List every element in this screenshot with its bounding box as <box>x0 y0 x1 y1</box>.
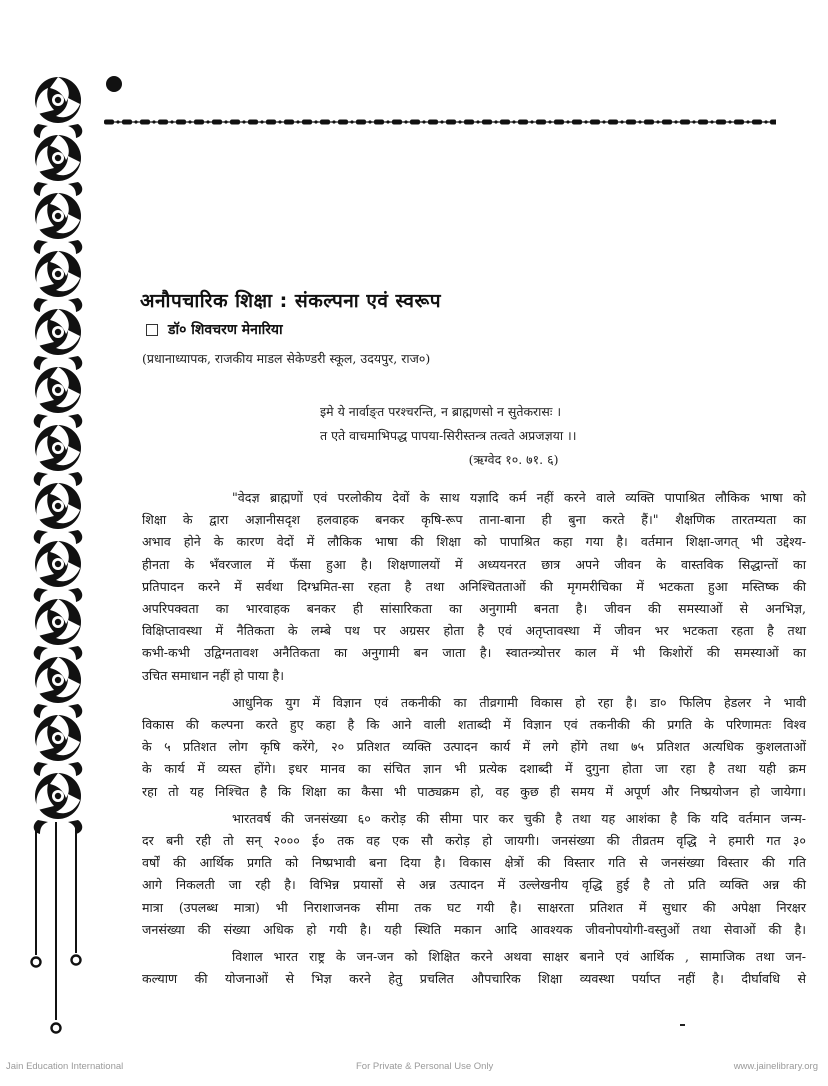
verse-line: इमे ये नार्वाङ्‌त परश्चरन्ति, न ब्राह्मणसो न सुतेकरासः । <box>320 404 562 419</box>
author-name: डॉ० शिवचरण मेनारिया <box>168 322 283 338</box>
text-line: विकास की कल्पना करते हुए कहा है कि आने वाली शताब्दी में विज्ञान एवं तकनीकी की प्रगति के परिणामतः विश्व <box>142 717 806 733</box>
paragraph-4 <box>142 946 806 990</box>
text-line: भारतवर्ष की जनसंख्या ६० करोड़ की सीमा पार कर चुकी है तथा यह आशंका है कि यदि वर्तमान जन्म- <box>232 810 806 826</box>
article-title: अनौपचारिक शिक्षा : संकल्पना एवं स्वरूप <box>140 290 442 312</box>
print-mark <box>680 1024 685 1026</box>
checkbox-square-icon <box>146 324 158 336</box>
text-line: वर्षों की आर्थिक प्रगति को निष्प्रभावी बना दिया है। विकास क्षेत्रों की विस्तार गति से जनसंख्या विस्तार की गति <box>142 855 806 871</box>
text-line: के ५ प्रतिशत लोग कृषि करेंगे, २० प्रतिशत व्यक्ति उत्पादन कार्य में लगे होंगे तथा ७५ प्रतिशत अत्यधिक कुशलताओं <box>142 739 806 755</box>
text-line: रहा तो यह निश्चित है कि शिक्षा का कैसा भी पाठ्यक्रम हो, वह कुछ ही समय में अपूर्ण और निष्प्रयोजन हो जायेगा। <box>142 783 806 799</box>
text-line: प्रतिपादन करने में सर्वथा दिग्भ्रमित-सा रहता है तथा अनिश्चितताओं की मृगमरीचिका में भटकता हुआ मस्तिष्क की <box>142 578 806 594</box>
paragraph-3 <box>142 808 806 941</box>
text-line: विशाल भारत राष्ट्र के जन-जन को शिक्षित करने अथवा साक्षर बनाने एवं आर्थिक , सामाजिक तथा जन- <box>232 949 806 965</box>
text-line: आधुनिक युग में विज्ञान एवं तकनीकी का तीव्रगामी विकास हो रहा है। डा० फिलिप हेडलर ने भावी <box>232 694 806 710</box>
text-line: कभी-कभी उद्विग्नतावश अनैतिकता का अनुगामी बन जाता है। स्वातन्त्र्योत्तर काल में भी किशोरों की समस्याओं का <box>142 645 806 661</box>
text-line: उचित समाधान नहीं हो पाया है। <box>142 667 284 683</box>
text-line: दर बनी रही तो सन् २००० ई० तक वह एक सौ करोड़ हो जायगी। जनसंख्या की तीव्रतम वृद्धि ने हमारी गत ३० <box>142 833 806 849</box>
paragraph-2 <box>142 692 806 803</box>
text-line: जनसंख्या की संख्या अधिक हो गयी है। यही स्थिति मकान आदि आवश्यक जीवनोपयोगी-वस्तुओं तथा सेवाओं की है। <box>142 921 806 937</box>
paragraph-1 <box>142 487 806 687</box>
verse-line: त एते वाचमाभिपद्ध पापया-सिरीस्तन्त्र तत्वते अप्रजज्ञया ।। <box>320 428 577 443</box>
decorative-dotted-rule <box>104 118 776 126</box>
footer-publisher: Jain Education International <box>6 1061 124 1072</box>
author-affiliation: (प्रधानाध्यापक, राजकीय माडल सेकेण्डरी स्कूल, उदयपुर, राज०) <box>142 351 431 366</box>
article-body <box>142 487 806 995</box>
footer-usage-notice: For Private & Personal Use Only <box>356 1061 494 1072</box>
verse-reference: (ऋग्वेद १०. ७१. ६) <box>468 452 559 467</box>
text-line: कल्याण की योजनाओं से भिज्ञ करने हेतु प्रचलित औपचारिक शिक्षा व्यवस्था पर्याप्त नहीं है। दीर्घावधि से <box>142 971 806 987</box>
text-line: "वेदज्ञ ब्राह्मणों एवं परलोकीय देवों के साथ यज्ञादि कर्म नहीं करने वाले व्यक्ति पापाश्रित लौकिक भाषा को <box>232 490 806 505</box>
author-line <box>146 320 283 339</box>
epigraph-verse <box>320 400 577 472</box>
text-line: शिक्षा के द्वारा अज्ञानीसदृश हलवाहक बनकर कृषि-रूप ताना-बाना ही बुना करते हैं।" शैक्षणिक तारतम्यता का <box>142 512 806 528</box>
text-line: अभाव होने के कारण वेदों में लौकिक भाषा की शिक्षा को पापाश्रित कहा गया है। वर्तमान शिक्षा-जगत् भी उद्देश्य- <box>142 534 806 550</box>
footer-website-link[interactable]: www.jainelibrary.org <box>733 1061 818 1072</box>
text-line: विक्षिप्तावस्था में नैतिकता के लम्बे पथ पर अग्रसर होता है एवं अतृप्तावस्था में जीवन भर भटकता रहता है तथा <box>142 623 806 639</box>
text-line: मात्रा (उपलब्ध मात्रा) भी निराशाजनक सीमा तक घट गयी है। साक्षरता प्रतिशत में सुधार की अपेक्षा निरक्षर <box>142 899 806 915</box>
bullet-dot-icon <box>106 76 122 92</box>
text-line: आगे निकलती जा रही है। विभिन्न प्रयासों से अन्न उत्पादन में उल्लेखनीय वृद्धि हुई है तो प्रति व्यक्ति अन्न की <box>142 877 806 893</box>
text-line: अपरिपक्वता का भारवाहक बनकर ही सांसारिकता का अनुगामी बनता है। जीवन की समस्याओं से अनभिज्ञ, <box>142 601 806 617</box>
decorative-border-icon <box>28 60 88 1040</box>
text-line: हीनता के भँवरजाल में फँसा हुआ है। शिक्षणालयों में अध्ययनरत छात्र अपने जीवन के वास्तविक सिद्धान्तों का <box>142 556 806 572</box>
text-line: के कार्य में व्यस्त होंगे। इधर मानव का संचित ज्ञान भी प्रत्येक दशाब्दी में दुगुना होता जा रहा है तथा यही क्रम <box>142 761 806 777</box>
